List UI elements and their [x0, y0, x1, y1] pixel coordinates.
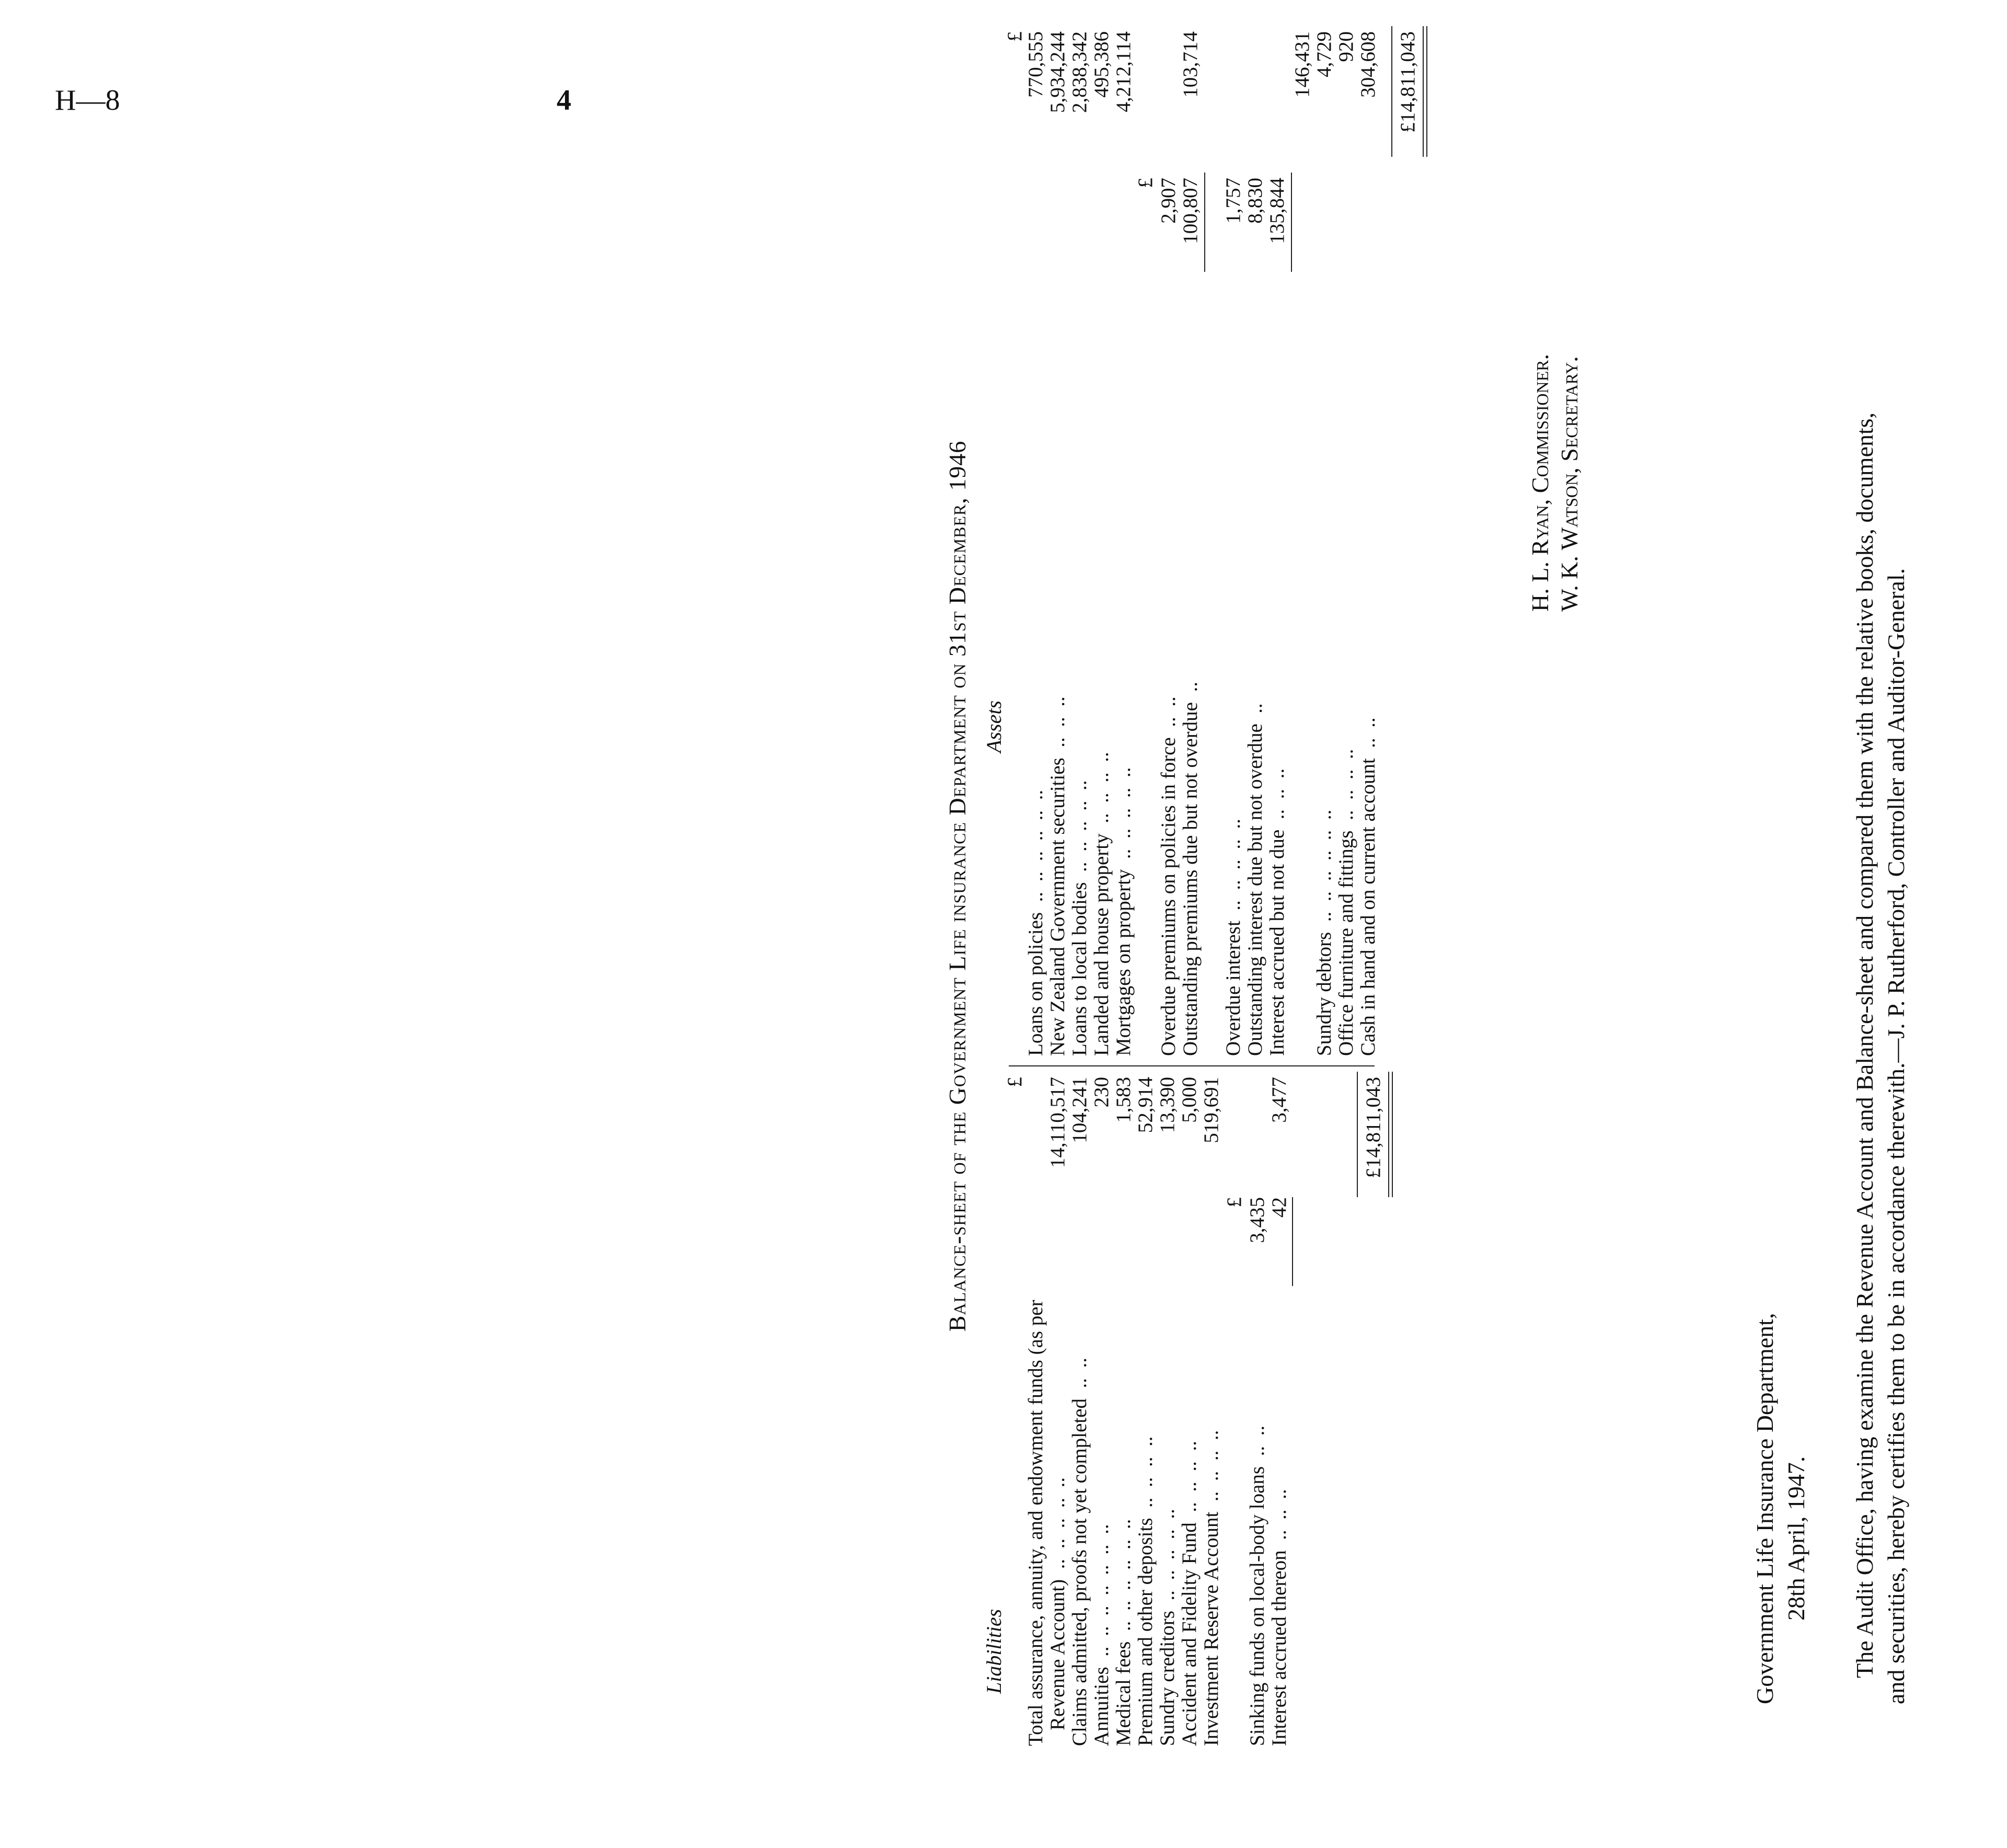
liability-label: Premium and other deposits .. .. .. ..	[1134, 1436, 1157, 1746]
total-rule	[1357, 1072, 1358, 1197]
asset-value: 103,714	[1179, 31, 1202, 98]
liability-value: 5,000	[1178, 1077, 1201, 1123]
column-divider	[1009, 1065, 1375, 1066]
total-double-rule	[1388, 1072, 1393, 1197]
liability-label: Investment Reserve Account .. .. .. ..	[1200, 1430, 1222, 1746]
assets-currency: £	[1004, 31, 1026, 42]
liability-subvalue: 3,435	[1246, 1197, 1268, 1243]
liability-label: Annuities .. .. .. .. .. .. ..	[1090, 1524, 1113, 1746]
asset-subvalue: 8,830	[1244, 178, 1266, 224]
total-rule	[1391, 26, 1392, 157]
subtotal-rule	[1292, 1197, 1293, 1286]
audit-certificate-line-1: The Audit Office, having examine the Revenue Account and Balance-sheet and compared them with the relative books, documents,	[1851, 412, 1878, 1678]
asset-label: Outstanding interest due but not overdue ..	[1244, 703, 1266, 1056]
asset-label: Overdue interest .. .. .. .. ..	[1222, 819, 1244, 1056]
asset-value: 2,838,342	[1068, 31, 1091, 113]
department-name: Government Life Insurance Department,	[1751, 1313, 1778, 1704]
signatory-commissioner: H. L. Ryan, Commissioner.	[1527, 354, 1553, 612]
audit-certificate-line-2: and securities, hereby certifies them to be in accordance therewith.—J. P. Rutherford, Controller and Auditor-General.	[1883, 568, 1909, 1704]
asset-subvalue: 135,844	[1266, 178, 1288, 244]
asset-label: Loans on policies .. .. .. .. .. ..	[1024, 789, 1047, 1056]
asset-label: Loans to local bodies .. .. .. .. ..	[1068, 780, 1091, 1056]
liability-label: Total assurance, annuity, and endowment funds (as per	[1024, 1300, 1047, 1746]
liabilities-total: £14,811,043	[1362, 1077, 1385, 1178]
asset-subvalue: 1,757	[1222, 178, 1244, 224]
asset-subvalue: 100,807	[1179, 178, 1202, 244]
asset-label: Overdue premiums on policies in force .. ..	[1157, 696, 1180, 1056]
liability-label: Revenue Account) .. .. .. .. ..	[1046, 1477, 1069, 1730]
asset-label: Outstanding premiums due but not overdue ..	[1179, 682, 1202, 1056]
page-number: 4	[557, 84, 571, 117]
subtotal-rule	[1204, 173, 1205, 272]
asset-label: Cash in hand and on current account .. ..	[1357, 717, 1379, 1056]
subtotal-rule	[1291, 173, 1292, 272]
page-code: H—8	[55, 84, 120, 117]
asset-value: 4,729	[1313, 31, 1335, 77]
asset-value: 770,555	[1024, 31, 1047, 98]
balance-sheet-title: Balance-sheet of the Government Life insurance Department on 31st December, 1946	[944, 440, 971, 1332]
asset-label: New Zealand Government securities .. .. ..	[1046, 696, 1069, 1056]
liability-subvalue: 42	[1268, 1197, 1290, 1218]
asset-value: 304,608	[1357, 31, 1379, 98]
liability-value: 1,583	[1112, 1077, 1135, 1123]
liability-value: 3,477	[1268, 1077, 1290, 1123]
liabilities-inner-currency: £	[1223, 1197, 1245, 1208]
asset-value: 5,934,244	[1046, 31, 1069, 113]
liability-label: Sundry creditors .. .. .. .. ..	[1156, 1509, 1179, 1746]
liability-label: Medical fees .. .. .. .. .. ..	[1112, 1519, 1135, 1746]
assets-heading: Assets	[982, 701, 1006, 753]
assets-inner-currency: £	[1134, 178, 1157, 188]
asset-value: 4,212,114	[1112, 31, 1135, 112]
signing-date: 28th April, 1947.	[1783, 1456, 1809, 1621]
asset-label: Landed and house property .. .. .. ..	[1090, 752, 1113, 1056]
liabilities-currency: £	[1004, 1077, 1026, 1087]
liability-value: 230	[1090, 1077, 1113, 1108]
asset-value: 920	[1335, 31, 1357, 62]
liability-label: Claims admitted, proofs not yet completed .. ..	[1068, 1357, 1091, 1746]
liability-label: Accident and Fidelity Fund .. .. .. ..	[1178, 1441, 1201, 1746]
liability-label: Sinking funds on local-body loans .. ..	[1246, 1425, 1268, 1746]
liability-value: 104,241	[1068, 1077, 1091, 1143]
asset-label: Interest accrued but not due .. .. ..	[1266, 768, 1288, 1056]
asset-value: 146,431	[1291, 31, 1313, 98]
asset-label: Sundry debtors .. .. .. .. .. ..	[1313, 809, 1335, 1056]
asset-label: Mortgages on property .. .. .. .. ..	[1112, 767, 1135, 1056]
asset-label: Office furniture and fittings .. .. .. ..	[1335, 749, 1357, 1056]
liability-value: 519,691	[1200, 1077, 1222, 1143]
assets-total: £14,811,043	[1397, 31, 1419, 133]
rotated-balance-sheet	[946, 26, 2007, 1746]
total-double-rule	[1423, 26, 1427, 157]
liability-value: 52,914	[1134, 1077, 1157, 1133]
asset-subvalue: 2,907	[1157, 178, 1180, 224]
signatory-secretary: W. K. Watson, Secretary.	[1556, 356, 1583, 612]
liability-label: Interest accrued thereon .. .. ..	[1268, 1489, 1290, 1746]
liability-value: 13,390	[1156, 1077, 1179, 1133]
liability-value: 14,110,517	[1046, 1077, 1069, 1168]
liabilities-heading: Liabilities	[982, 1609, 1006, 1694]
asset-value: 495,386	[1090, 31, 1113, 98]
